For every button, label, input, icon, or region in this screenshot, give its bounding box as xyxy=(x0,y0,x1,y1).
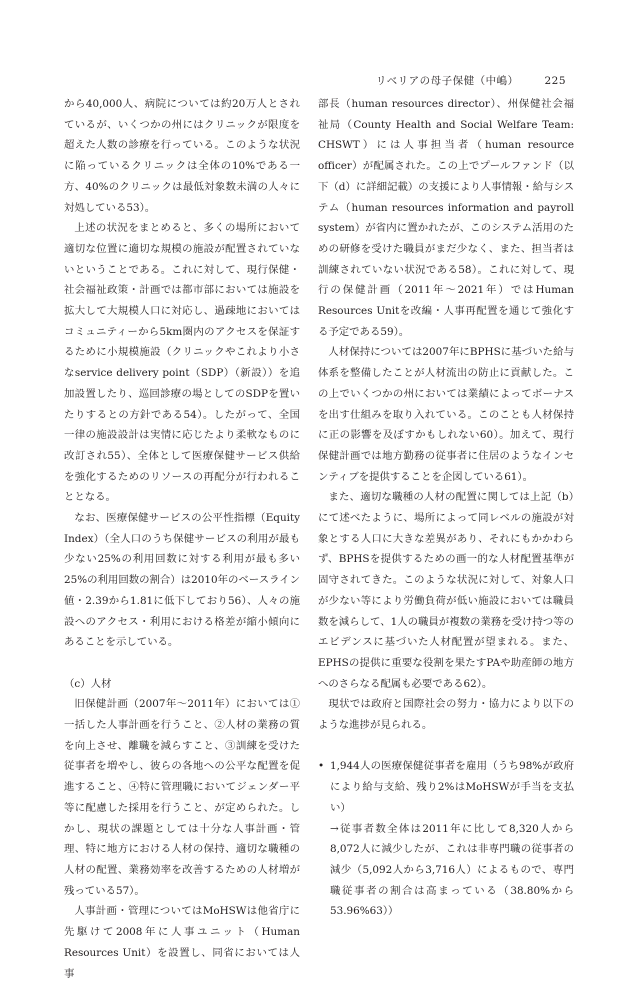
paragraph: 上述の状況をまとめると、多くの場所において適切な位置に適切な規模の施設が配置されていないということである。これに対して、現行保健・社会福祉政策・計画では都市部においては施設を拡大して大規模人口に対応し、過疎地においてはコミュニティーから5km圏内のアクセスを保証するために小規模施設（クリニックやこれより小さなservice delivery point（SDP）（新設））を追加設置したり、巡回診療の場としてのSDPを置いたりするとの方針である54）。したがって、全国一律の施設設計は実情に応じたより柔軟なものに改訂され55）、全体として医療保健サービス供給を強化するためのリソースの再配分が行われることとなる。 xyxy=(64,222,300,504)
paragraph: なお、医療保健サービスの公平性指標（Equity Index）（全人口のうち保健サービスの利用が最も少ない25%の利用回数に対する利用が最も多い25%の利用回数の割合）は2010年のベースライン値・2.39から1.81に低下しており56）、人々の施設へのアクセス・利用における格差が縮小傾向にあることを示している。 xyxy=(64,512,300,649)
bullet-icon: • xyxy=(318,760,325,773)
paragraph: また、適切な職種の人材の配置に関しては上記（b）にて述べたように、場所によって同レベルの施設が対象とする人口に大きな差異があり、それにもかかわらず、BPHSを提供するための画一的な人材配置基準が固守されてきた。このような状況に対して、対象人口が少ない等により労働負荷が低い施設においては職員数を減らして、1人の職員が複数の業務を受け持つ等のエビデンスに基づいた人材配置が望まれる。また、EPHSの提供に重要な役割を果たすPAや助産師の地方へのさらなる配属も必要である62）。 xyxy=(318,491,574,690)
right-column xyxy=(318,94,574,922)
paragraph: 現状では政府と国際社会の努力・協力により以下のような進捗が見られる。 xyxy=(318,698,574,732)
section-heading: （c）人材 xyxy=(64,677,112,690)
spacer xyxy=(318,736,574,757)
left-column xyxy=(64,94,300,984)
list-item-detail: →従事者数全体は2011年に比して8,320人から8,072人に減少したが、これは非専門職の従事者の減少（5,092人から3,716人）によるもので、専門職従事者の割合は高まっている（38.80%から53.96%63）） xyxy=(330,822,574,918)
list-item-text: 1,944人の医療保健従事者を雇用（うち98%が政府により給与支給、残り2%はMoHSWが手当を支払い） xyxy=(330,760,574,814)
page-number: 225 xyxy=(544,75,566,87)
running-header xyxy=(376,73,566,88)
list-item xyxy=(318,756,574,818)
paragraph: 部長（human resources director）、州保健社会福祉局（County Health and Social Welfare Team: CHSWT）には人事担当者（human resource officer）が配属された。この上でプールファンド（以下（d）に詳細記載）の支援により人事情報・給与システム（human resources information and payroll system）が省内に置かれたが、このシステム活用のための研修を受けた職員がまだ少なく、また、担当者は訓練されていない状況である58）。これに対して、現行の保健計画（2011年～2021年）ではHuman Resources Unitを改編・人事再配置を通じて強化する予定である59）。 xyxy=(318,98,574,338)
paragraph: 人材保持については2007年にBPHSに基づいた給与体系を整備したことが人材流出の防止に貢献した。この上でいくつかの州においては業績によってボーナスを出す仕組みを取り入れている。このことも人材保持に正の影響を及ぼすかもしれない60）。加えて、現行保健計画では地方勤務の従事者に住居のようなインセンティブを提供することを企図している61）。 xyxy=(318,346,574,483)
paragraph: から40,000人、病院については約20万人とされているが、いくつかの州にはクリニックが限度を超えた人数の診療を行っている。このような状況に陥っているクリニックは全体の10%である一方、40%のクリニックは最低対象数未満の人々に対処している53）。 xyxy=(64,98,300,214)
running-title: リベリアの母子保健（中嶋） xyxy=(375,75,519,87)
paragraph: 旧保健計画（2007年～2011年）においては①一括した人事計画を行うこと、②人材の業務の質を向上させ、離職を減らすこと、③訓練を受けた従事者を増やし、彼らの各地への公平な配置を促進すること、④特に管理職においてジェンダー平等に配慮した採用を行うこと、が定められた。しかし、現状の課題としては十分な人事計画・管理、特に地方における人材の保持、適切な職種の人材の配置、業務効率を改善するための人材増が残っている57）。 xyxy=(64,698,300,897)
paragraph: 人事計画・管理についてはMoHSWは他省庁に先駆けて2008年に人事ユニット（Human Resources Unit）を設置し、同省においては人事 xyxy=(64,905,300,980)
